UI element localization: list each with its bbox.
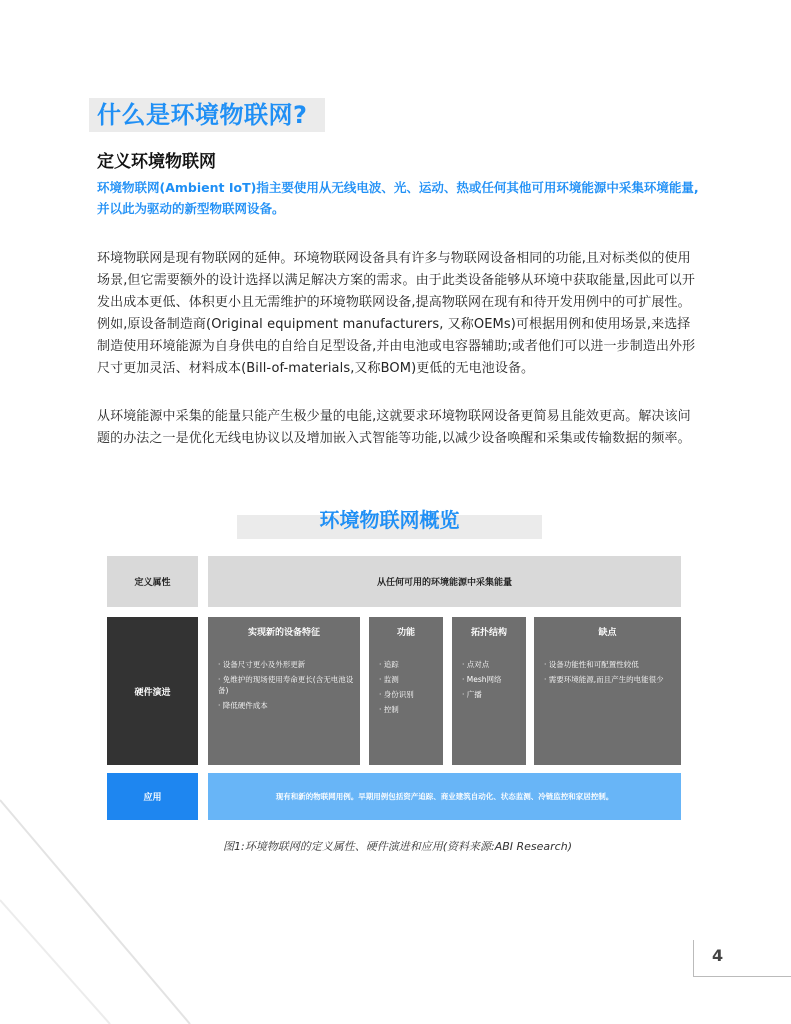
list-item: · 设备尺寸更小及外形更新 <box>218 660 306 669</box>
hardware-column-drawbacks <box>534 617 681 765</box>
list-item: · 追踪 <box>379 660 399 669</box>
application-value: 现有和新的物联网用例。早期用例包括资产追踪、商业建筑自动化、状态监测、冷链监控和家居控制。 <box>208 773 681 820</box>
list-item: · 需要环境能源,而且产生的电能很少 <box>544 675 664 684</box>
body-paragraph-2: 从环境能源中采集的能量只能产生极少量的电能,这就要求环境物联网设备更简易且能效更高。解决该问题的办法之一是优化无线电协议以及增加嵌入式智能等功能,以减少设备唤醒和采集或传输数据的频率。 <box>97 409 691 446</box>
hardware-column-functions <box>369 617 443 765</box>
page-number-underline <box>693 976 791 977</box>
hardware-column-topology <box>452 617 526 765</box>
list-item: · 控制 <box>379 705 399 714</box>
list-item: · 广播 <box>462 690 482 699</box>
column-header: 实现新的设备特征 <box>247 628 320 638</box>
list-item: · 身份识别 <box>379 690 414 699</box>
page-number: 4 <box>712 946 724 965</box>
definition-label: 定义属性 <box>107 556 198 607</box>
column-header: 功能 <box>396 628 415 638</box>
section-subtitle: 定义环境物联网 <box>97 152 216 172</box>
list-item: · 降低硬件成本 <box>218 701 268 710</box>
list-item: · 点对点 <box>462 660 490 669</box>
list-item: · 设备功能性和可配置性较低 <box>544 660 639 669</box>
list-item: · 免维护的现场使用寿命更长(含无电池设备) <box>218 675 354 695</box>
list-item: · 监测 <box>379 675 399 684</box>
hardware-label: 硬件演进 <box>107 617 198 765</box>
hardware-column-features <box>208 617 360 765</box>
overview-title: 环境物联网概览 <box>319 508 460 532</box>
list-item: · Mesh网络 <box>462 675 502 684</box>
page-number-divider <box>693 940 694 977</box>
body-paragraph-1: 环境物联网是现有物联网的延伸。环境物联网设备具有许多与物联网设备相同的功能,且对标类似的使用场景,但它需要额外的设计选择以满足解决方案的需求。由于此类设备能够从环境中获取能量,因此可以开发出成本更低、体积更小且无需维护的环境物联网设备,提高物联网在现有和待开发用例中的可扩展性。例如,原设备制造商(Original equipment manufacturers, 又称OEMs)可根据用例和使用场景,来选择制造使用环境能源为自身供电的自给自足型设备,并由电池或电容器辅助;或者他们可以进一步制造出外形尺寸更加灵活、材料成本(Bill-of-materials,又称BOM)更低的无电池设备。 <box>97 251 696 376</box>
intro-text: 环境物联网(Ambient IoT)指主要使用从无线电波、光、运动、热或任何其他可用环境能源中采集环境能量,并以此为驱动的新型物联网设备。 <box>97 180 699 216</box>
figure-caption: 图1:环境物联网的定义属性、硬件演进和应用(资料来源:ABI Research) <box>223 840 572 853</box>
page-title: 什么是环境物联网? <box>97 101 308 129</box>
column-header: 拓扑结构 <box>470 628 507 638</box>
column-header: 缺点 <box>598 628 617 638</box>
definition-value: 从任何可用的环境能源中采集能量 <box>208 556 681 607</box>
application-label: 应用 <box>107 773 198 820</box>
